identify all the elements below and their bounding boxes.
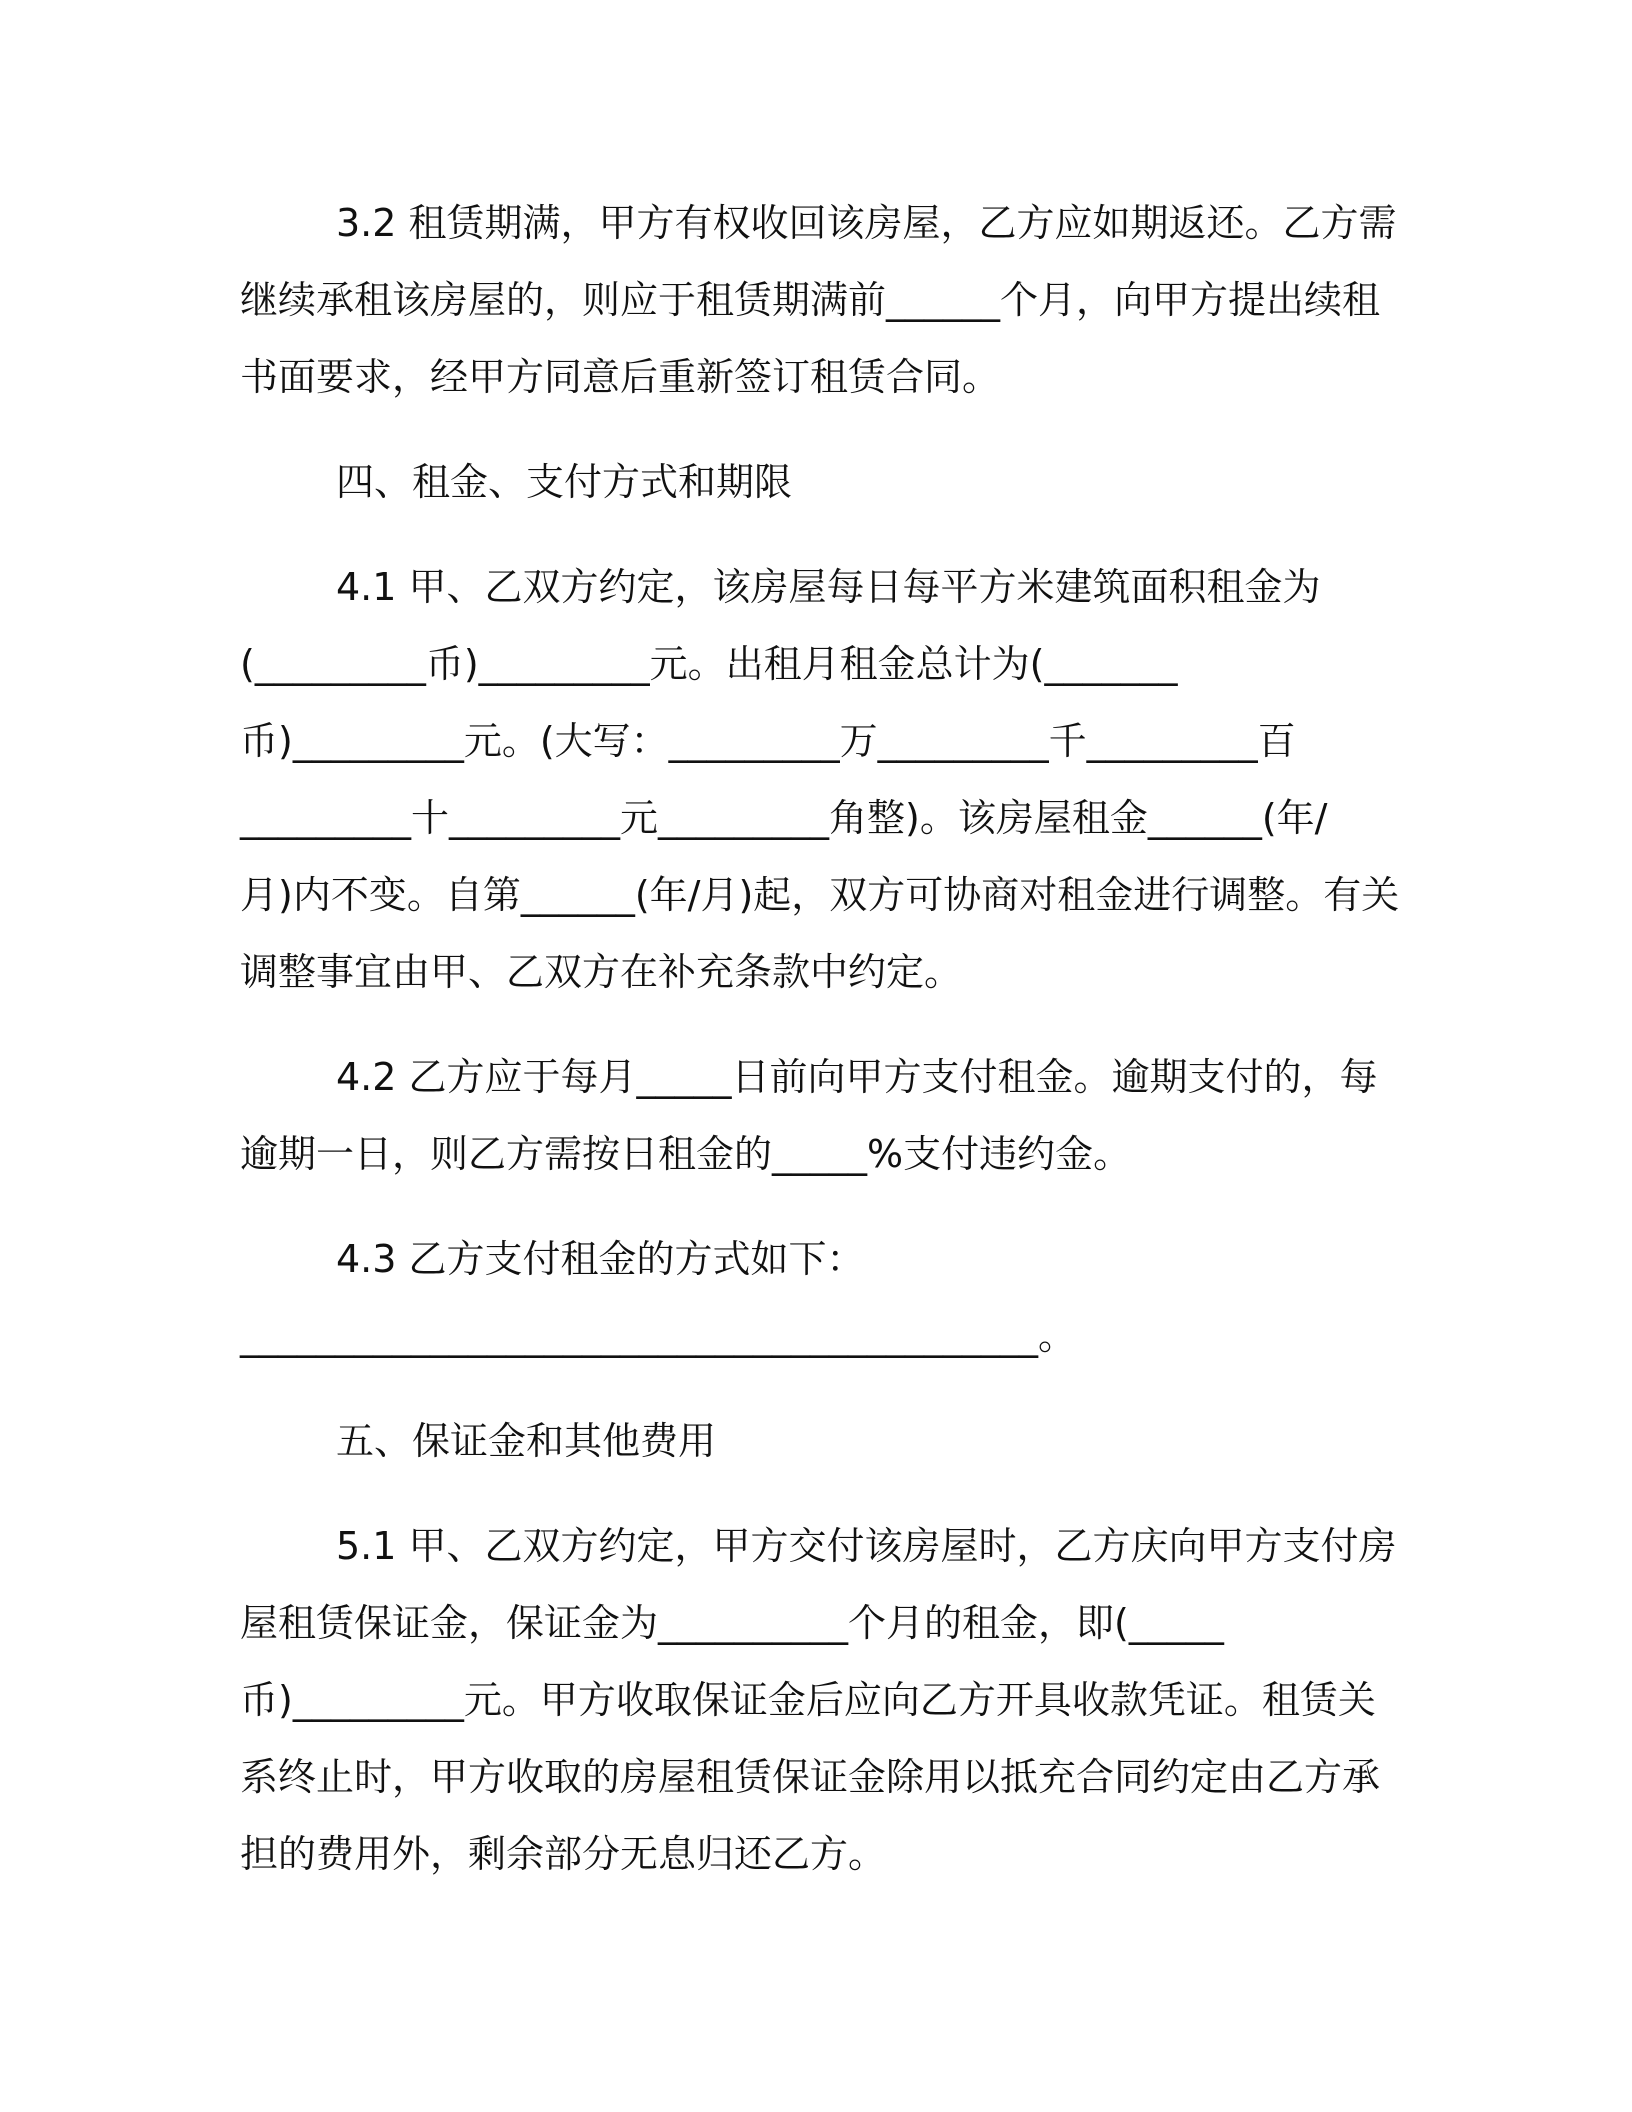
clause-3-2: [240, 185, 1400, 416]
clause-4-2: [240, 1039, 1400, 1193]
text-line: __________________________________________。: [240, 1314, 1077, 1358]
text-line: 5.1 甲、乙双方约定，甲方交付该房屋时，乙方庆向甲方支付房: [336, 1524, 1397, 1568]
text-line: (_________币)_________元。出租月租金总计为(_______: [240, 642, 1178, 686]
text-line: 4.1 甲、乙双方约定，该房屋每日每平方米建筑面积租金为: [336, 565, 1321, 609]
text-line: 屋租赁保证金，保证金为__________个月的租金，即(_____: [240, 1601, 1224, 1645]
text-line: 系终止时，甲方收取的房屋租赁保证金除用以抵充合同约定由乙方承: [240, 1755, 1381, 1799]
text-line: 逾期一日，则乙方需按日租金的_____%支付违约金。: [240, 1132, 1132, 1176]
text-line: 担的费用外，剩余部分无息归还乙方。: [240, 1832, 887, 1876]
text-line: 币)_________元。甲方收取保证金后应向乙方开具收款凭证。租赁关: [240, 1678, 1376, 1722]
text-line: 币)_________元。(大写：_________万_________千_________百: [240, 719, 1296, 763]
text-line: 4.2 乙方应于每月_____日前向甲方支付租金。逾期支付的，每: [336, 1055, 1378, 1099]
text-line: 3.2 租赁期满，甲方有权收回该房屋，乙方应如期返还。乙方需: [336, 201, 1397, 245]
text-line: 继续承租该房屋的，则应于租赁期满前______个月，向甲方提出续租: [240, 278, 1381, 322]
section-heading-5: 五、保证金和其他费用: [336, 1419, 717, 1463]
text-line: 书面要求，经甲方同意后重新签订租赁合同。: [240, 355, 1001, 399]
clause-4-1: [240, 549, 1400, 1011]
clause-4-3: [240, 1221, 1400, 1375]
text-line: 月)内不变。自第______(年/月)起，双方可协商对租金进行调整。有关: [240, 873, 1400, 917]
text-line: 调整事宜由甲、乙双方在补充条款中约定。: [240, 950, 963, 994]
text-line: _________十_________元_________角整)。该房屋租金______(年/: [240, 796, 1328, 840]
document-page: [240, 185, 1400, 1921]
text-line: 4.3 乙方支付租金的方式如下：: [336, 1237, 865, 1281]
clause-5-1: [240, 1508, 1400, 1893]
section-heading-4: 四、租金、支付方式和期限: [336, 460, 793, 504]
